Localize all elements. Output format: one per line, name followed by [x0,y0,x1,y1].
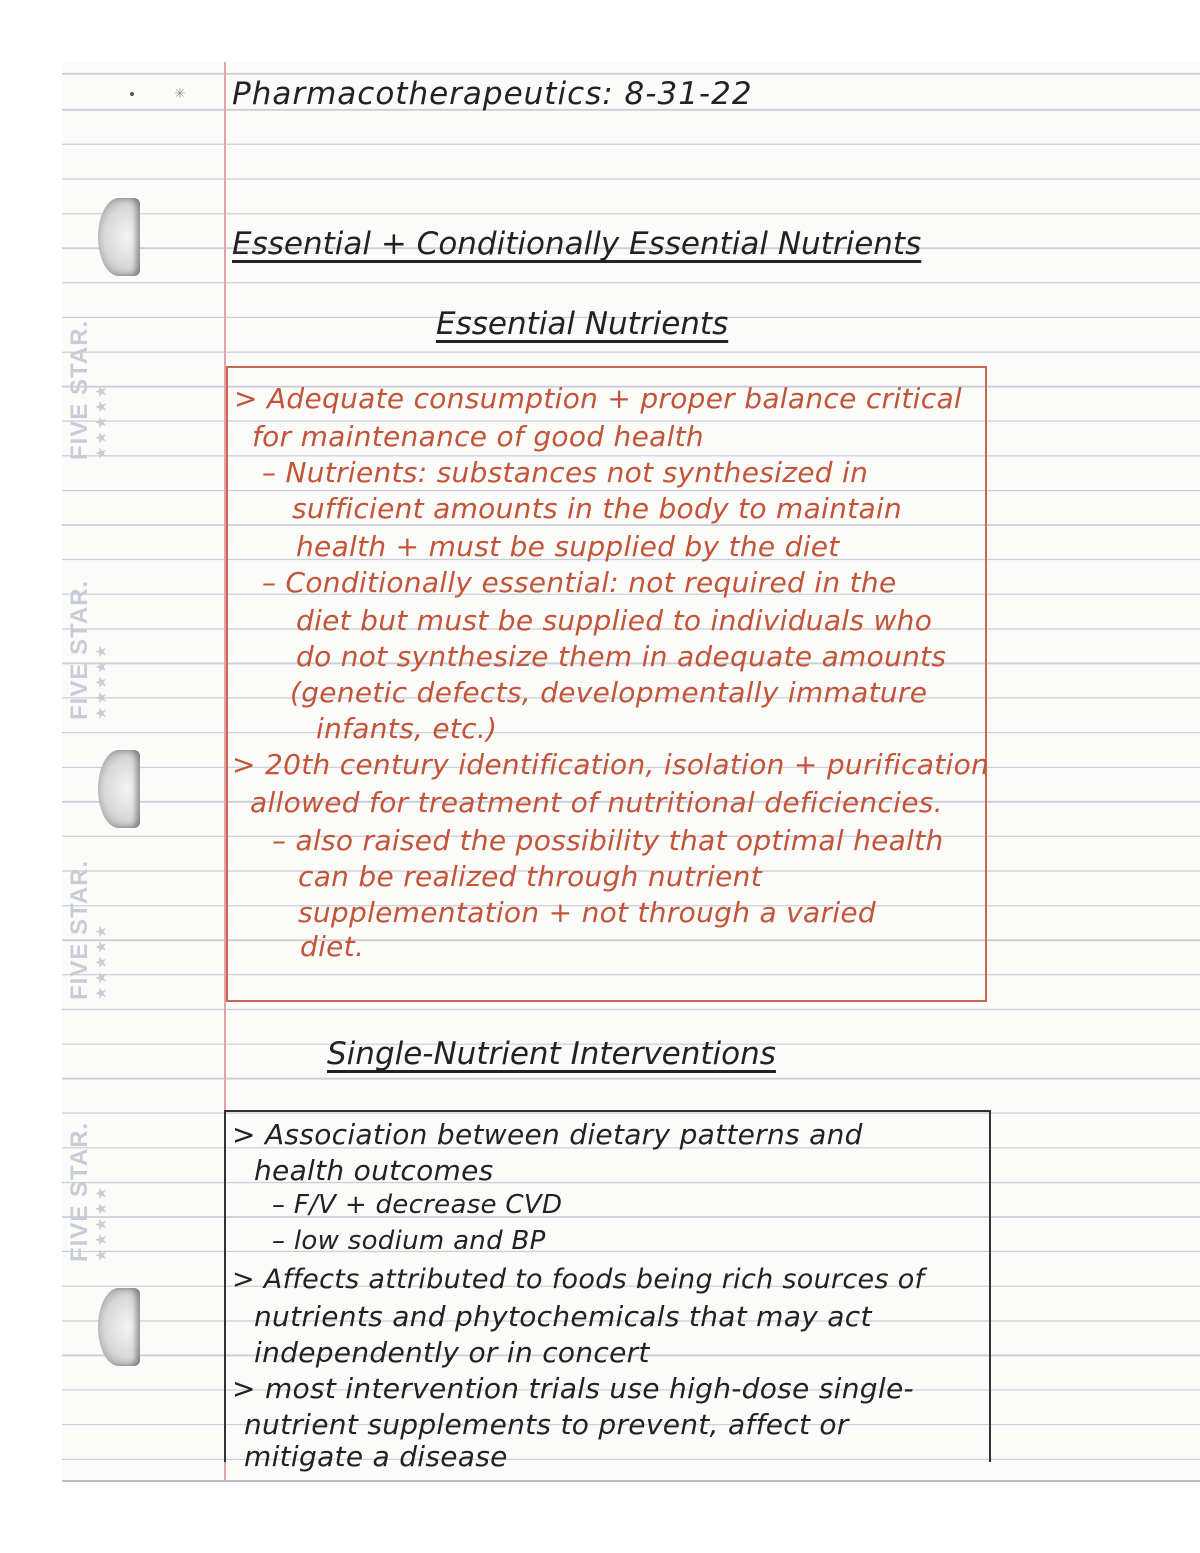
binder-hole-2 [98,750,140,828]
note-line: independently or in concert [254,1336,650,1369]
page-title: Pharmacotherapeutics: 8-31-22 [232,76,753,112]
brand-watermark-3: FIVE STAR. ★★★★★ [66,859,110,1000]
main-heading: Essential + Conditionally Essential Nutrients [232,226,922,262]
note-line: > Association between dietary patterns and [232,1118,863,1151]
note-line: – also raised the possibility that optimal health [272,824,944,857]
brand-watermark-2: FIVE STAR. ★★★★★ [66,579,110,720]
note-line: for maintenance of good health [252,420,704,453]
note-line: > most intervention trials use high-dose single- [232,1372,914,1405]
note-line: supplementation + not through a varied [298,896,876,929]
section1-heading: Essential Nutrients [436,306,729,342]
note-line: > 20th century identification, isolation + purification [232,748,990,781]
brand-watermark-1: FIVE STAR. ★★★★★ [66,319,110,460]
note-line: infants, etc.) [316,712,498,745]
note-line: do not synthesize them in adequate amounts [296,640,947,673]
note-line: health outcomes [254,1154,494,1187]
brand-watermark-4: FIVE STAR. ★★★★★ [66,1121,110,1262]
ink-mark: ✳ [174,86,186,102]
section2-heading: Single-Nutrient Interventions [327,1036,776,1072]
note-line: allowed for treatment of nutritional deficiencies. [250,786,943,819]
note-line: – F/V + decrease CVD [272,1190,563,1220]
note-line: diet but must be supplied to individuals who [296,604,933,637]
note-line: nutrients and phytochemicals that may act [254,1300,872,1333]
note-line: – Conditionally essential: not required in the [262,566,897,599]
binder-hole-3 [98,1288,140,1366]
note-line: – low sodium and BP [272,1226,546,1256]
note-line: health + must be supplied by the diet [296,530,840,563]
page-bottom-edge [62,1480,1200,1482]
note-line: (genetic defects, developmentally immature [290,676,928,709]
ink-dot [130,92,134,96]
note-line: sufficient amounts in the body to maintain [292,492,903,525]
note-line: diet. [300,930,365,963]
note-line: > Adequate consumption + proper balance critical [234,382,962,415]
note-line: > Affects attributed to foods being rich sources of [232,1264,925,1295]
note-line: – Nutrients: substances not synthesized in [262,456,869,489]
binder-hole-1 [98,198,140,276]
note-line: mitigate a disease [244,1440,508,1473]
note-line: nutrient supplements to prevent, affect or [244,1408,849,1441]
note-line: can be realized through nutrient [298,860,762,893]
